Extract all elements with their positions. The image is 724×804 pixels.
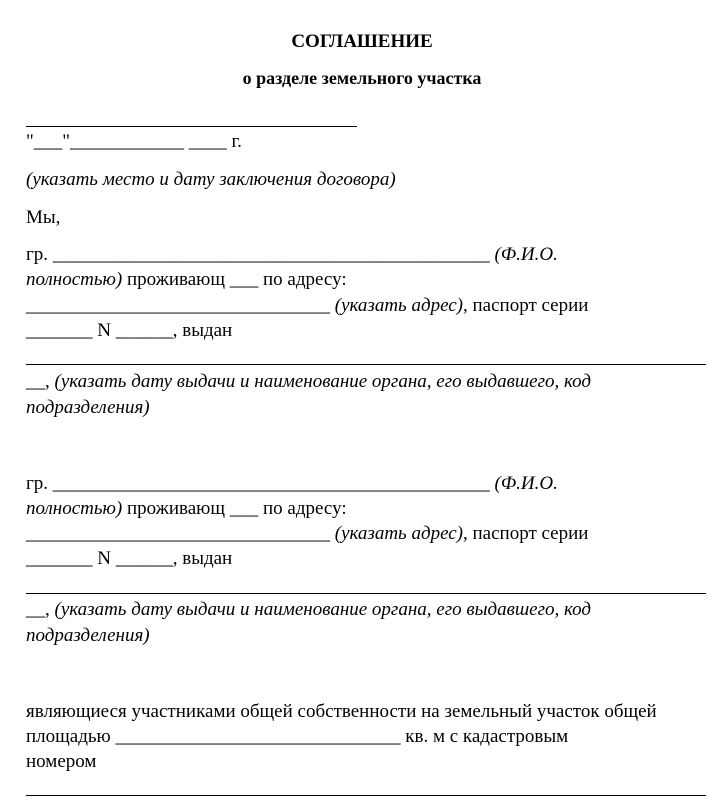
party1-issue-hint: (указать дату выдачи и наименование органа, его выдавшего, код: [54, 371, 592, 392]
party1-gr-prefix: гр. ______________________________________________: [26, 244, 490, 265]
party2-fio-line: [26, 473, 558, 495]
party2-fio-hint: (Ф.И.О.: [494, 473, 558, 494]
area-line: [26, 726, 568, 748]
date-line: "___"____________ ____ г.: [26, 131, 242, 152]
party2-passport-line: _______ N ______, выдан: [26, 548, 233, 569]
party1-issue-line: [26, 371, 591, 393]
we-label: Мы,: [26, 207, 61, 228]
party2-passport-series: , паспорт серии: [463, 523, 589, 544]
party2-address-blank: ________________________________: [26, 523, 330, 544]
ownership-line: являющиеся участниками общей собственности на земельный участок общей: [26, 701, 657, 722]
party1-address-blank: ________________________________: [26, 295, 330, 316]
place-date-hint: (указать место и дату заключения договора): [26, 169, 396, 190]
party2-issued-blank-line: [26, 593, 706, 594]
party2-issue-cont: __,: [26, 599, 50, 620]
cadastral-number-label: номером: [26, 751, 97, 772]
party1-lives-at: проживающ ___ по адресу:: [127, 269, 347, 290]
area-blank: ______________________________: [115, 726, 401, 747]
party1-fio-line: [26, 244, 558, 266]
party2-issue-hint-cont: подразделения): [26, 625, 150, 646]
party1-issue-hint-cont: подразделения): [26, 397, 150, 418]
place-blank-line: [26, 126, 357, 127]
area-prefix: площадью: [26, 726, 111, 747]
party1-fio-hint: (Ф.И.О.: [494, 244, 558, 265]
document-subtitle: о разделе земельного участка: [242, 68, 482, 88]
party1-passport-series: , паспорт серии: [463, 295, 589, 316]
area-suffix: кв. м с кадастровым: [405, 726, 569, 747]
cadastral-number-blank-line: [26, 795, 706, 796]
document-title: СОГЛАШЕНИЕ: [291, 31, 433, 52]
party1-address-line: [26, 295, 588, 317]
party2-address-hint: (указать адрес): [334, 523, 464, 544]
party2-address-line: [26, 523, 588, 545]
party1-issue-cont: __,: [26, 371, 50, 392]
party2-fio-hint-cont: полностью): [26, 498, 123, 519]
party1-fio-hint-cont: полностью): [26, 269, 123, 290]
party2-lives-at: проживающ ___ по адресу:: [127, 498, 347, 519]
party1-passport-line: _______ N ______, выдан: [26, 320, 233, 341]
party1-lives-line: [26, 269, 347, 291]
party2-issue-line: [26, 599, 591, 621]
party1-issued-blank-line: [26, 364, 706, 365]
party2-gr-prefix: гр. ______________________________________________: [26, 473, 490, 494]
party2-lives-line: [26, 498, 347, 520]
party1-address-hint: (указать адрес): [334, 295, 464, 316]
party2-issue-hint: (указать дату выдачи и наименование органа, его выдавшего, код: [54, 599, 592, 620]
